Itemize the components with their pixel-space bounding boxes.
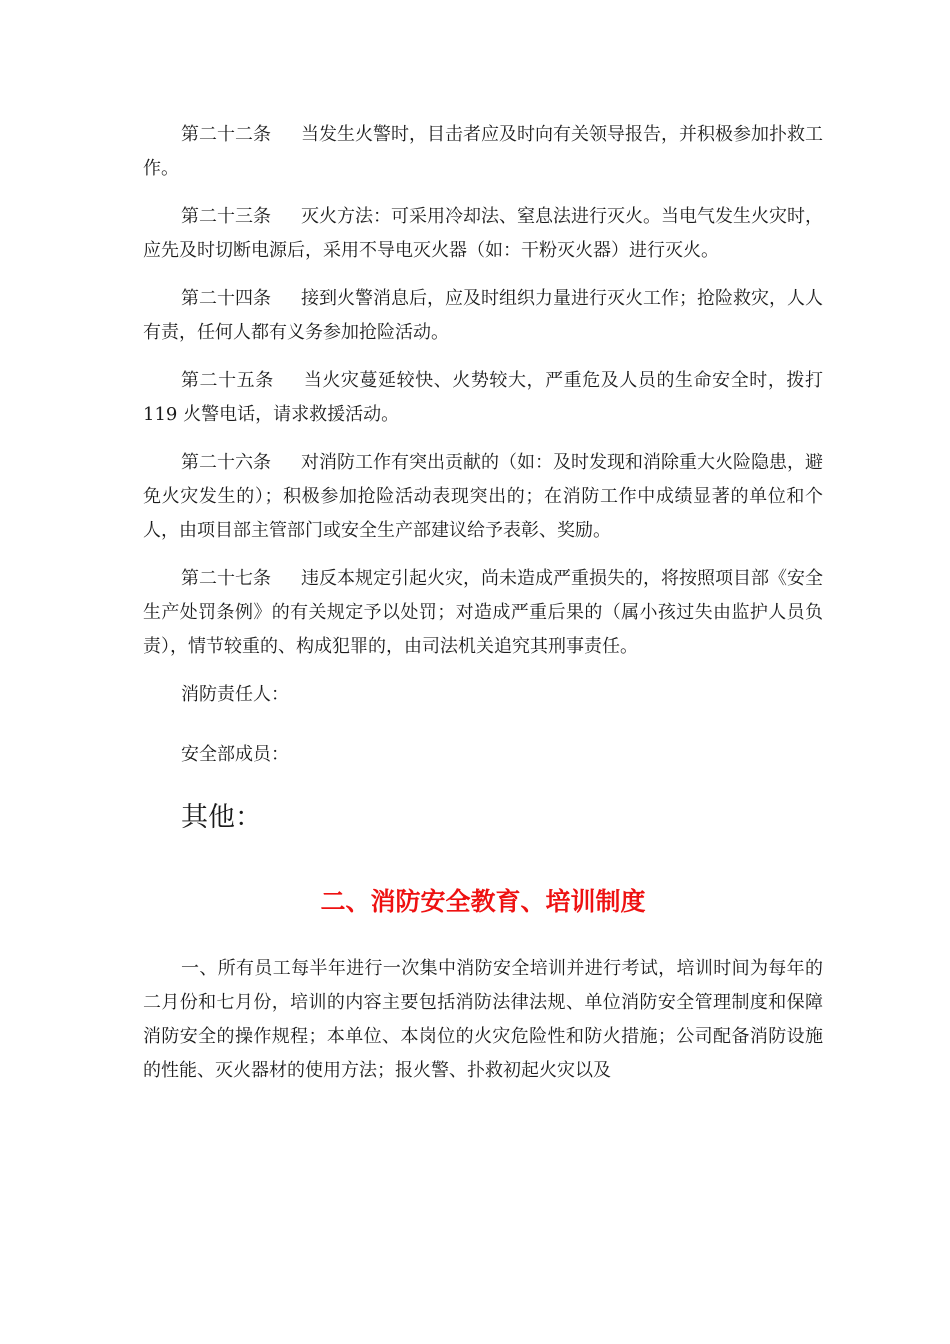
article-27	[143, 562, 823, 664]
article-number: 第二十二条	[181, 124, 271, 145]
document-body	[143, 118, 823, 1102]
other-heading: 其他：	[181, 802, 262, 833]
article-23	[143, 200, 823, 268]
section-paragraph: 一、所有员工每半年进行一次集中消防安全培训并进行考试，培训时间为每年的二月份和七月份，培训的内容主要包括消防法律法规、单位消防安全管理制度和保障消防安全的操作规程；本单位、本岗位的火灾危险性和防火措施；公司配备消防设施的性能、灭火器材的使用方法；报火警、扑救初起火灾以及	[143, 958, 823, 1081]
article-number: 第二十三条	[181, 206, 271, 227]
section-title: 二、消防安全教育、培训制度	[320, 887, 646, 916]
article-number: 第二十七条	[181, 568, 271, 589]
article-24	[143, 282, 823, 350]
article-number: 第二十四条	[181, 288, 271, 309]
article-22	[143, 118, 823, 186]
article-25	[143, 364, 823, 432]
article-text: 当火灾蔓延较快、火势较大，严重危及人员的生命安全时，拨打 119 火警电话，请求救援活动。	[143, 370, 823, 425]
article-26	[143, 446, 823, 548]
article-text: 灭火方法：可采用冷却法、窒息法进行灭火。当电气发生火灾时，应先及时切断电源后，采用不导电灭火器（如：干粉灭火器）进行灭火。	[143, 206, 823, 261]
fire-officer-label: 消防责任人：	[181, 684, 289, 705]
article-text: 当发生火警时，目击者应及时向有关领导报告，并积极参加扑救工作。	[143, 124, 823, 179]
article-text: 对消防工作有突出贡献的（如：及时发现和消除重大火险隐患，避免火灾发生的）；积极参加抢险活动表现突出的；在消防工作中成绩显著的单位和个人，由项目部主管部门或安全生产部建议给予表彰、奖励。	[143, 452, 823, 541]
article-text: 违反本规定引起火灾，尚未造成严重损失的，将按照项目部《安全生产处罚条例》的有关规定予以处罚；对造成严重后果的（属小孩过失由监护人员负责），情节较重的、构成犯罪的，由司法机关追究其刑事责任。	[143, 568, 823, 657]
article-text: 接到火警消息后，应及时组织力量进行灭火工作；抢险救灾，人人有责，任何人都有义务参加抢险活动。	[143, 288, 823, 343]
article-number: 第二十五条	[181, 370, 274, 391]
article-number: 第二十六条	[181, 452, 271, 473]
safety-members-label: 安全部成员：	[181, 744, 289, 765]
